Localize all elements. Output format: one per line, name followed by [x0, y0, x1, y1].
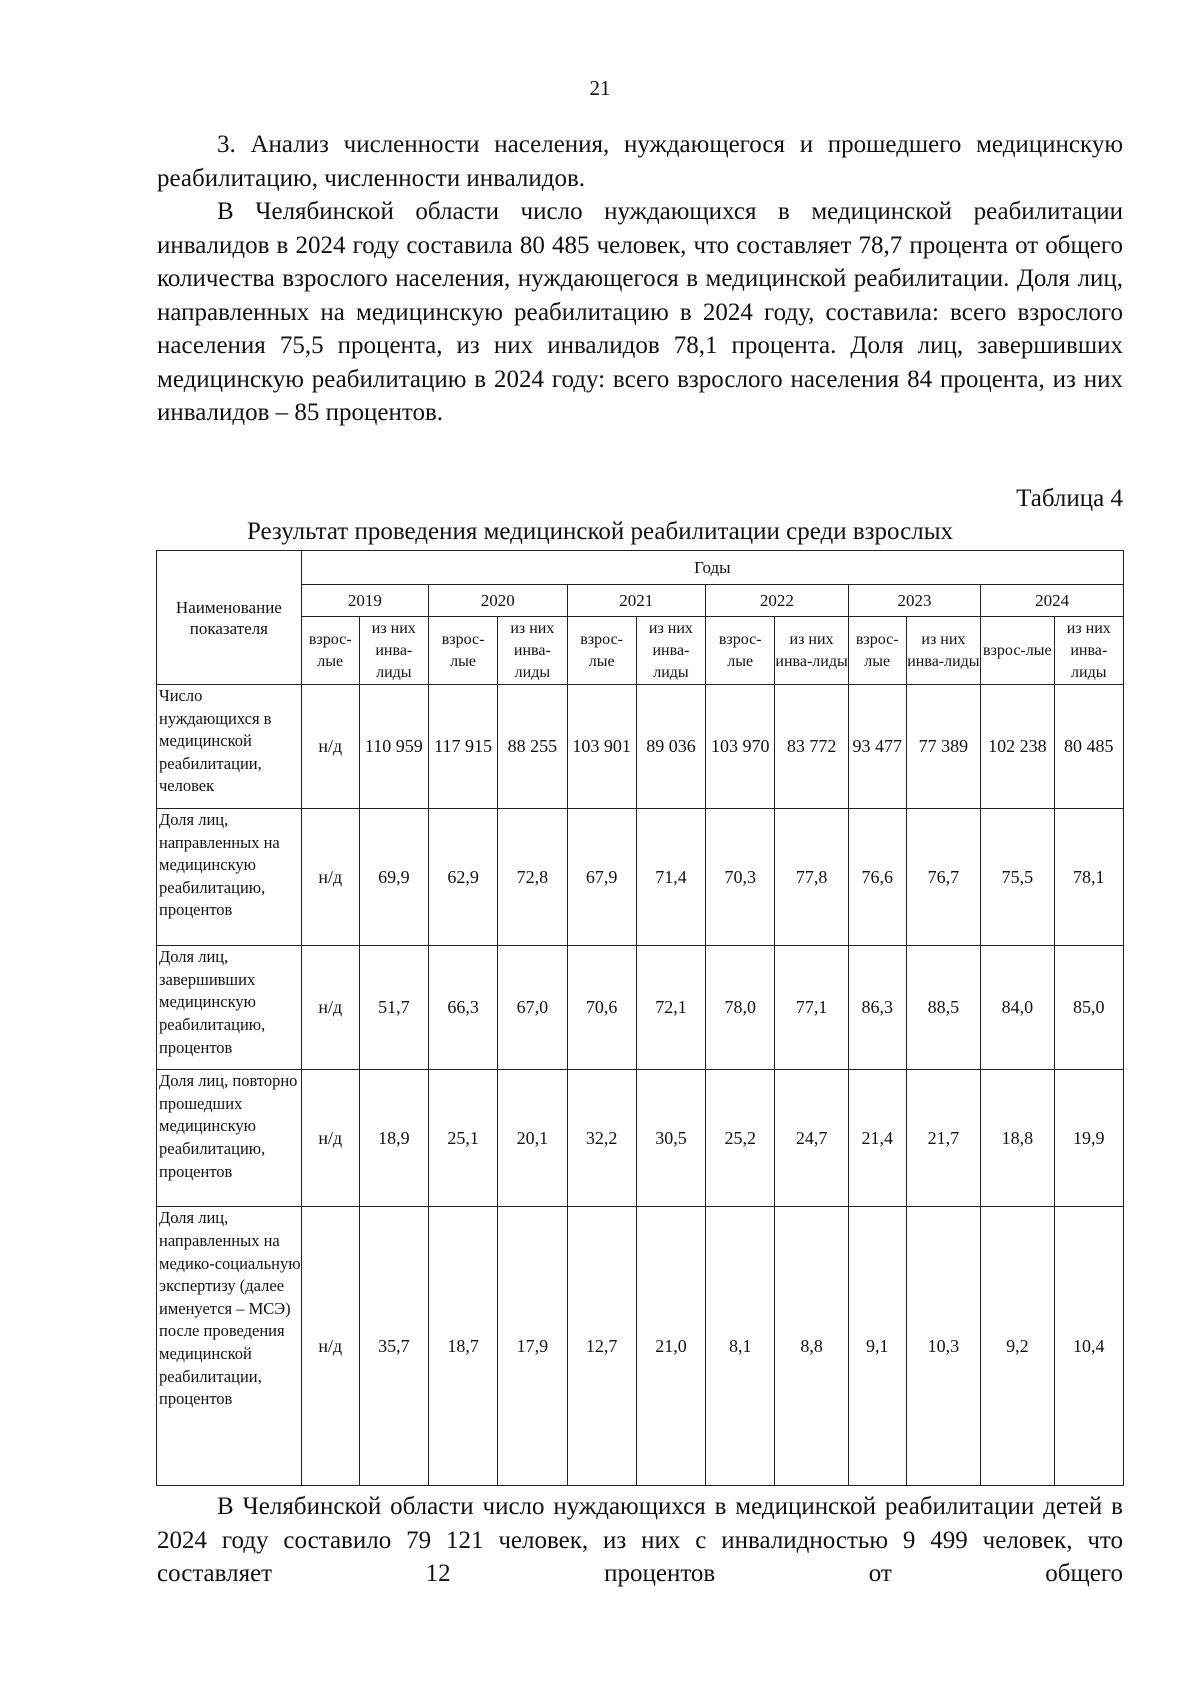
- year-header: 2019: [301, 585, 428, 617]
- table-cell: 88 255: [498, 685, 567, 809]
- subheader-disabled: из них инва-лиды: [359, 617, 428, 685]
- table-label: Таблица 4: [1016, 485, 1123, 512]
- closing-text: [157, 1490, 1123, 1591]
- subheader-disabled: из них инва-лиды: [906, 617, 980, 685]
- table-cell: 8,1: [706, 1207, 775, 1486]
- table-cell: 102 238: [981, 685, 1054, 809]
- table-title: Результат проведения медицинской реабилитации среди взрослых: [246, 518, 954, 545]
- year-header: 2024: [981, 585, 1124, 617]
- table-cell: 86,3: [848, 946, 906, 1070]
- table-row: [157, 809, 1124, 946]
- table-cell: 76,7: [906, 809, 980, 946]
- subheader-adults: взрос-лые: [706, 617, 775, 685]
- table-row: [157, 946, 1124, 1070]
- table-cell: 78,1: [1054, 809, 1123, 946]
- table-cell: 88,5: [906, 946, 980, 1070]
- table-cell: 21,7: [906, 1070, 980, 1207]
- table-cell: 103 901: [567, 685, 636, 809]
- table-cell: 10,3: [906, 1207, 980, 1486]
- page-number: 21: [589, 76, 611, 100]
- table-cell: 77,1: [775, 946, 848, 1070]
- table-cell: 83 772: [775, 685, 848, 809]
- subheader-adults: взрос-лые: [428, 617, 497, 685]
- table-cell: 19,9: [1054, 1070, 1123, 1207]
- table-cell: 93 477: [848, 685, 906, 809]
- subheader-adults: взрос-лые: [301, 617, 359, 685]
- table-cell: 67,9: [567, 809, 636, 946]
- table-cell: 21,4: [848, 1070, 906, 1207]
- table-cell: 8,8: [775, 1207, 848, 1486]
- table-row: [157, 685, 1124, 809]
- table-cell: 70,6: [567, 946, 636, 1070]
- table-body: [157, 685, 1124, 1486]
- table-row: [157, 1070, 1124, 1207]
- table-cell: н/д: [301, 1207, 359, 1486]
- year-header: 2020: [428, 585, 567, 617]
- table-cell: 21,0: [636, 1207, 705, 1486]
- table-cell: 18,8: [981, 1070, 1054, 1207]
- table-cell: 117 915: [428, 685, 497, 809]
- body-paragraph: В Челябинской области число нуждающихся в медицинской реабилитации инвалидов в 2024 году составила 80 485 человек, что составляет 78,7 процента от общего количества взрослого населения, нуждающегося в медицинской реабилитации. Доля лиц, направленных на медицинскую реабилитацию в 2024 году, составила: всего взрослого населения 75,5 процента, из них инвалидов 78,1 процента. Доля лиц, завершивших медицинскую реабилитацию в 2024 году: всего взрослого населения 84 процента, из них инвалидов – 85 процентов.: [157, 198, 1123, 426]
- table-cell: 20,1: [498, 1070, 567, 1207]
- header-row-years: [157, 585, 1124, 617]
- table-row: [157, 1207, 1124, 1486]
- years-header: Годы: [301, 551, 1123, 585]
- subheader-adults: взрос-лые: [567, 617, 636, 685]
- subheader-adults: взрос-лые: [848, 617, 906, 685]
- table-cell: 51,7: [359, 946, 428, 1070]
- table-cell: н/д: [301, 1070, 359, 1207]
- subheader-disabled: из них инва-лиды: [498, 617, 567, 685]
- table-cell: 32,2: [567, 1070, 636, 1207]
- header-row-subcolumns: [157, 617, 1124, 685]
- table-cell: 9,1: [848, 1207, 906, 1486]
- table-cell: 77,8: [775, 809, 848, 946]
- table-cell: 70,3: [706, 809, 775, 946]
- table-cell: 72,1: [636, 946, 705, 1070]
- table-cell: 25,2: [706, 1070, 775, 1207]
- year-header: 2023: [848, 585, 980, 617]
- table-cell: 17,9: [498, 1207, 567, 1486]
- indicator-name: Доля лиц, направленных на медицинскую реабилитацию, процентов: [157, 809, 302, 946]
- indicator-name: Доля лиц, повторно прошедших медицинскую реабилитацию, процентов: [157, 1070, 302, 1207]
- table-cell: 89 036: [636, 685, 705, 809]
- subheader-disabled: из них инва-лиды: [1054, 617, 1123, 685]
- subheader-adults: взрос-лые: [981, 617, 1054, 685]
- section-heading-paragraph: 3. Анализ численности населения, нуждающегося и прошедшего медицинскую реабилитацию, численности инвалидов.: [157, 131, 1123, 192]
- table-cell: 85,0: [1054, 946, 1123, 1070]
- table-cell: 10,4: [1054, 1207, 1123, 1486]
- table-cell: 76,6: [848, 809, 906, 946]
- subheader-disabled: из них инва-лиды: [775, 617, 848, 685]
- table-cell: 35,7: [359, 1207, 428, 1486]
- header-row-years-group: [157, 551, 1124, 585]
- table-cell: 69,9: [359, 809, 428, 946]
- table-cell: 67,0: [498, 946, 567, 1070]
- indicator-name: Число нуждающихся в медицинской реабилитации, человек: [157, 685, 302, 809]
- closing-paragraph: В Челябинской области число нуждающихся в медицинской реабилитации детей в 2024 году составило 79 121 человек, из них с инвалидностью 9 499 человек, что составляет 12 процентов от общего: [157, 1493, 1123, 1587]
- table-cell: 62,9: [428, 809, 497, 946]
- table-cell: 12,7: [567, 1207, 636, 1486]
- table-cell: 84,0: [981, 946, 1054, 1070]
- table-cell: 110 959: [359, 685, 428, 809]
- year-header: 2022: [706, 585, 849, 617]
- intro-text: [157, 128, 1123, 430]
- table-cell: 9,2: [981, 1207, 1054, 1486]
- indicator-name: Доля лиц, направленных на медико-социальную экспертизу (далее именуется – МСЭ) после проведения медицинской реабилитации, процентов: [157, 1207, 302, 1486]
- table-cell: 24,7: [775, 1070, 848, 1207]
- rehabilitation-table: [156, 550, 1124, 1486]
- table-cell: 66,3: [428, 946, 497, 1070]
- table-cell: 30,5: [636, 1070, 705, 1207]
- table-cell: 25,1: [428, 1070, 497, 1207]
- table-cell: 18,9: [359, 1070, 428, 1207]
- indicator-name: Доля лиц, завершивших медицинскую реабилитацию, процентов: [157, 946, 302, 1070]
- indicator-header: Наименование показателя: [157, 551, 302, 685]
- table-cell: 75,5: [981, 809, 1054, 946]
- table-cell: н/д: [301, 685, 359, 809]
- table-cell: 18,7: [428, 1207, 497, 1486]
- table-cell: н/д: [301, 809, 359, 946]
- table-cell: н/д: [301, 946, 359, 1070]
- year-header: 2021: [567, 585, 706, 617]
- table-cell: 71,4: [636, 809, 705, 946]
- table-cell: 80 485: [1054, 685, 1123, 809]
- table-cell: 77 389: [906, 685, 980, 809]
- subheader-disabled: из них инва-лиды: [636, 617, 705, 685]
- table-cell: 72,8: [498, 809, 567, 946]
- table-cell: 78,0: [706, 946, 775, 1070]
- table-cell: 103 970: [706, 685, 775, 809]
